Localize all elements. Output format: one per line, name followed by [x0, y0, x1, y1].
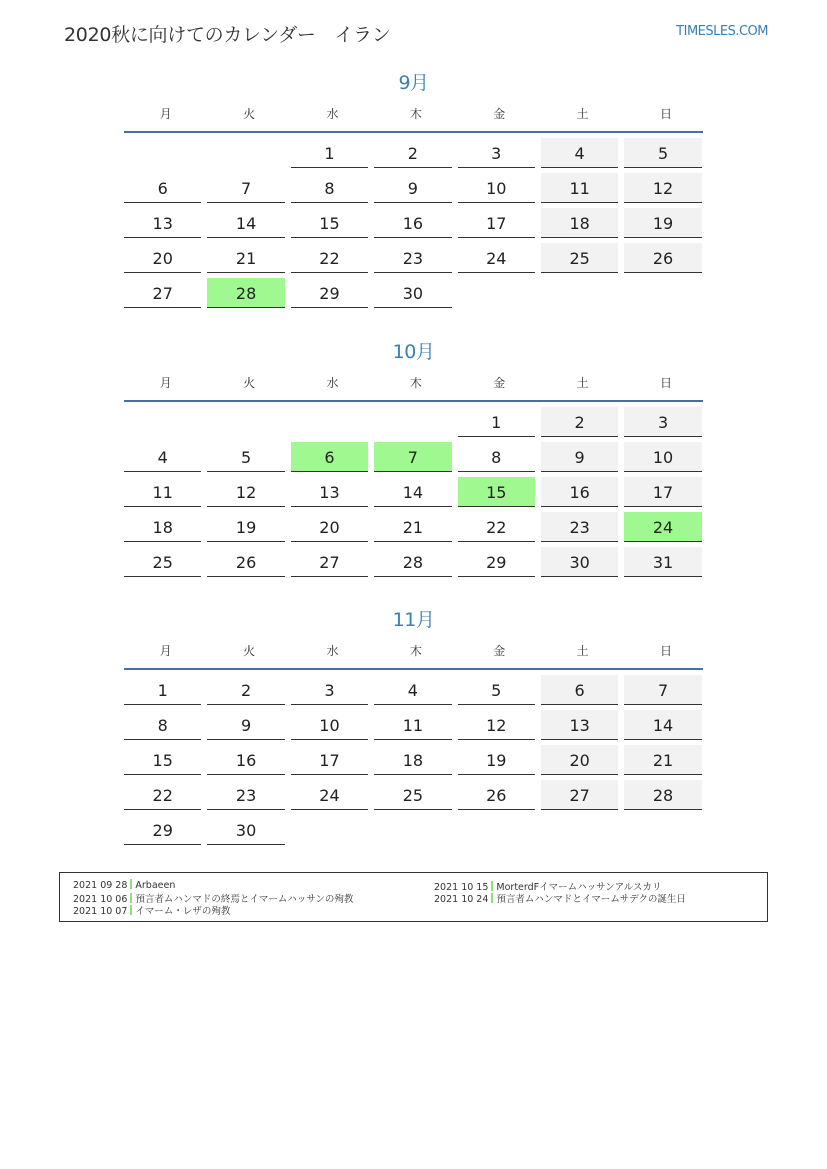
day-cell: 1 — [124, 675, 201, 705]
day-cell: 18 — [374, 745, 451, 775]
day-cell: 14 — [624, 710, 701, 740]
day-grid — [124, 675, 703, 845]
legend-item: 2021 10 06 預言者ムハンマドの終焉とイマームハッサンの殉教 — [73, 894, 354, 905]
day-cell: 25 — [124, 547, 201, 577]
day-cell: 8 — [124, 710, 201, 740]
day-cell: 1 — [458, 407, 535, 437]
day-cell: 26 — [624, 243, 701, 273]
day-cell: 1 — [291, 138, 368, 168]
holiday-marker-icon — [130, 893, 132, 903]
legend-item: 2021 10 07 イマーム・レザの殉教 — [73, 906, 231, 917]
day-cell: 25 — [374, 780, 451, 810]
day-cell: 25 — [541, 243, 618, 273]
weekday-label: 木 — [409, 644, 422, 658]
day-cell: 18 — [541, 208, 618, 238]
day-cell: 30 — [541, 547, 618, 577]
site-link[interactable]: TIMESLES.COM — [676, 24, 768, 39]
weekday-label: 水 — [326, 376, 339, 390]
day-cell: 24 — [458, 243, 535, 273]
day-cell: 10 — [458, 173, 535, 203]
day-cell: 20 — [291, 512, 368, 542]
weekday-label: 月 — [159, 644, 172, 658]
weekday-header — [124, 367, 703, 402]
day-cell: 13 — [541, 710, 618, 740]
day-cell: 27 — [291, 547, 368, 577]
day-cell: 4 — [124, 442, 201, 472]
day-cell: 23 — [541, 512, 618, 542]
weekday-label: 水 — [326, 107, 339, 121]
day-cell: 26 — [207, 547, 284, 577]
holiday-day-cell: 15 — [458, 477, 535, 507]
day-cell: 10 — [291, 710, 368, 740]
day-cell: 29 — [124, 815, 201, 845]
day-cell: 20 — [124, 243, 201, 273]
day-cell: 29 — [291, 278, 368, 308]
empty-cell — [124, 407, 201, 436]
day-cell: 9 — [374, 173, 451, 203]
legend-item: 2021 10 15 MorterdFイマームハッサンアルスカリ — [434, 882, 662, 893]
weekday-label: 月 — [159, 107, 172, 121]
day-cell: 30 — [207, 815, 284, 845]
weekday-header — [124, 98, 703, 133]
day-cell: 28 — [374, 547, 451, 577]
day-cell: 18 — [124, 512, 201, 542]
weekday-label: 金 — [493, 107, 506, 121]
day-cell: 12 — [624, 173, 701, 203]
day-cell: 3 — [291, 675, 368, 705]
month-title: 11月 — [392, 609, 435, 631]
empty-cell — [374, 407, 451, 436]
day-cell: 27 — [124, 278, 201, 308]
weekday-label: 土 — [576, 107, 589, 121]
empty-cell — [207, 138, 284, 167]
day-cell: 8 — [458, 442, 535, 472]
empty-cell — [207, 407, 284, 436]
legend-item: 2021 09 28 Arbaeen — [73, 880, 176, 891]
day-cell: 3 — [624, 407, 701, 437]
weekday-label: 木 — [409, 376, 422, 390]
day-cell: 9 — [541, 442, 618, 472]
day-cell: 16 — [541, 477, 618, 507]
page-title: 2020秋に向けてのカレンダー イラン — [64, 24, 391, 46]
day-cell: 21 — [624, 745, 701, 775]
weekday-label: 日 — [660, 644, 673, 658]
day-cell: 2 — [541, 407, 618, 437]
day-cell: 11 — [374, 710, 451, 740]
holiday-marker-icon — [130, 879, 132, 889]
day-cell: 9 — [207, 710, 284, 740]
weekday-label: 日 — [660, 376, 673, 390]
weekday-label: 火 — [243, 644, 256, 658]
day-cell: 6 — [124, 173, 201, 203]
empty-cell — [124, 138, 201, 167]
holiday-day-cell: 24 — [624, 512, 701, 542]
day-cell: 4 — [374, 675, 451, 705]
legend-item: 2021 10 24 預言者ムハンマドとイマームサデクの誕生日 — [434, 894, 686, 905]
day-cell: 5 — [458, 675, 535, 705]
day-cell: 12 — [458, 710, 535, 740]
weekday-header — [124, 635, 703, 670]
day-cell: 2 — [207, 675, 284, 705]
day-cell: 10 — [624, 442, 701, 472]
holiday-day-cell: 6 — [291, 442, 368, 472]
weekday-label: 月 — [159, 376, 172, 390]
holiday-marker-icon — [491, 893, 493, 903]
holiday-day-cell: 7 — [374, 442, 451, 472]
day-cell: 16 — [374, 208, 451, 238]
day-cell: 19 — [458, 745, 535, 775]
day-cell: 15 — [124, 745, 201, 775]
month-title: 9月 — [398, 72, 429, 94]
weekday-label: 金 — [493, 644, 506, 658]
day-cell: 17 — [624, 477, 701, 507]
day-cell: 21 — [207, 243, 284, 273]
day-grid — [124, 138, 703, 308]
day-cell: 22 — [291, 243, 368, 273]
weekday-label: 木 — [409, 107, 422, 121]
day-cell: 19 — [207, 512, 284, 542]
day-cell: 11 — [541, 173, 618, 203]
holiday-marker-icon — [491, 881, 493, 891]
weekday-label: 金 — [493, 376, 506, 390]
month-september — [124, 68, 703, 308]
day-cell: 24 — [291, 780, 368, 810]
day-cell: 29 — [458, 547, 535, 577]
holiday-marker-icon — [130, 905, 132, 915]
day-grid — [124, 407, 703, 577]
day-cell: 30 — [374, 278, 451, 308]
weekday-label: 日 — [660, 107, 673, 121]
day-cell: 19 — [624, 208, 701, 238]
day-cell: 7 — [624, 675, 701, 705]
day-cell: 26 — [458, 780, 535, 810]
day-cell: 7 — [207, 173, 284, 203]
day-cell: 16 — [207, 745, 284, 775]
holiday-day-cell: 28 — [207, 278, 284, 308]
day-cell: 4 — [541, 138, 618, 168]
day-cell: 13 — [124, 208, 201, 238]
day-cell: 14 — [207, 208, 284, 238]
day-cell: 22 — [124, 780, 201, 810]
day-cell: 14 — [374, 477, 451, 507]
month-october — [124, 337, 703, 577]
weekday-label: 火 — [243, 376, 256, 390]
day-cell: 23 — [207, 780, 284, 810]
weekday-label: 火 — [243, 107, 256, 121]
month-title: 10月 — [392, 341, 435, 363]
day-cell: 17 — [458, 208, 535, 238]
day-cell: 28 — [624, 780, 701, 810]
day-cell: 13 — [291, 477, 368, 507]
day-cell: 31 — [624, 547, 701, 577]
day-cell: 12 — [207, 477, 284, 507]
day-cell: 22 — [458, 512, 535, 542]
day-cell: 23 — [374, 243, 451, 273]
day-cell: 3 — [458, 138, 535, 168]
day-cell: 5 — [207, 442, 284, 472]
day-cell: 11 — [124, 477, 201, 507]
day-cell: 20 — [541, 745, 618, 775]
weekday-label: 水 — [326, 644, 339, 658]
weekday-label: 土 — [576, 644, 589, 658]
day-cell: 8 — [291, 173, 368, 203]
holiday-legend — [59, 872, 768, 922]
day-cell: 17 — [291, 745, 368, 775]
day-cell: 6 — [541, 675, 618, 705]
day-cell: 5 — [624, 138, 701, 168]
weekday-label: 土 — [576, 376, 589, 390]
month-november — [124, 605, 703, 845]
day-cell: 27 — [541, 780, 618, 810]
day-cell: 15 — [291, 208, 368, 238]
day-cell: 21 — [374, 512, 451, 542]
empty-cell — [291, 407, 368, 436]
day-cell: 2 — [374, 138, 451, 168]
